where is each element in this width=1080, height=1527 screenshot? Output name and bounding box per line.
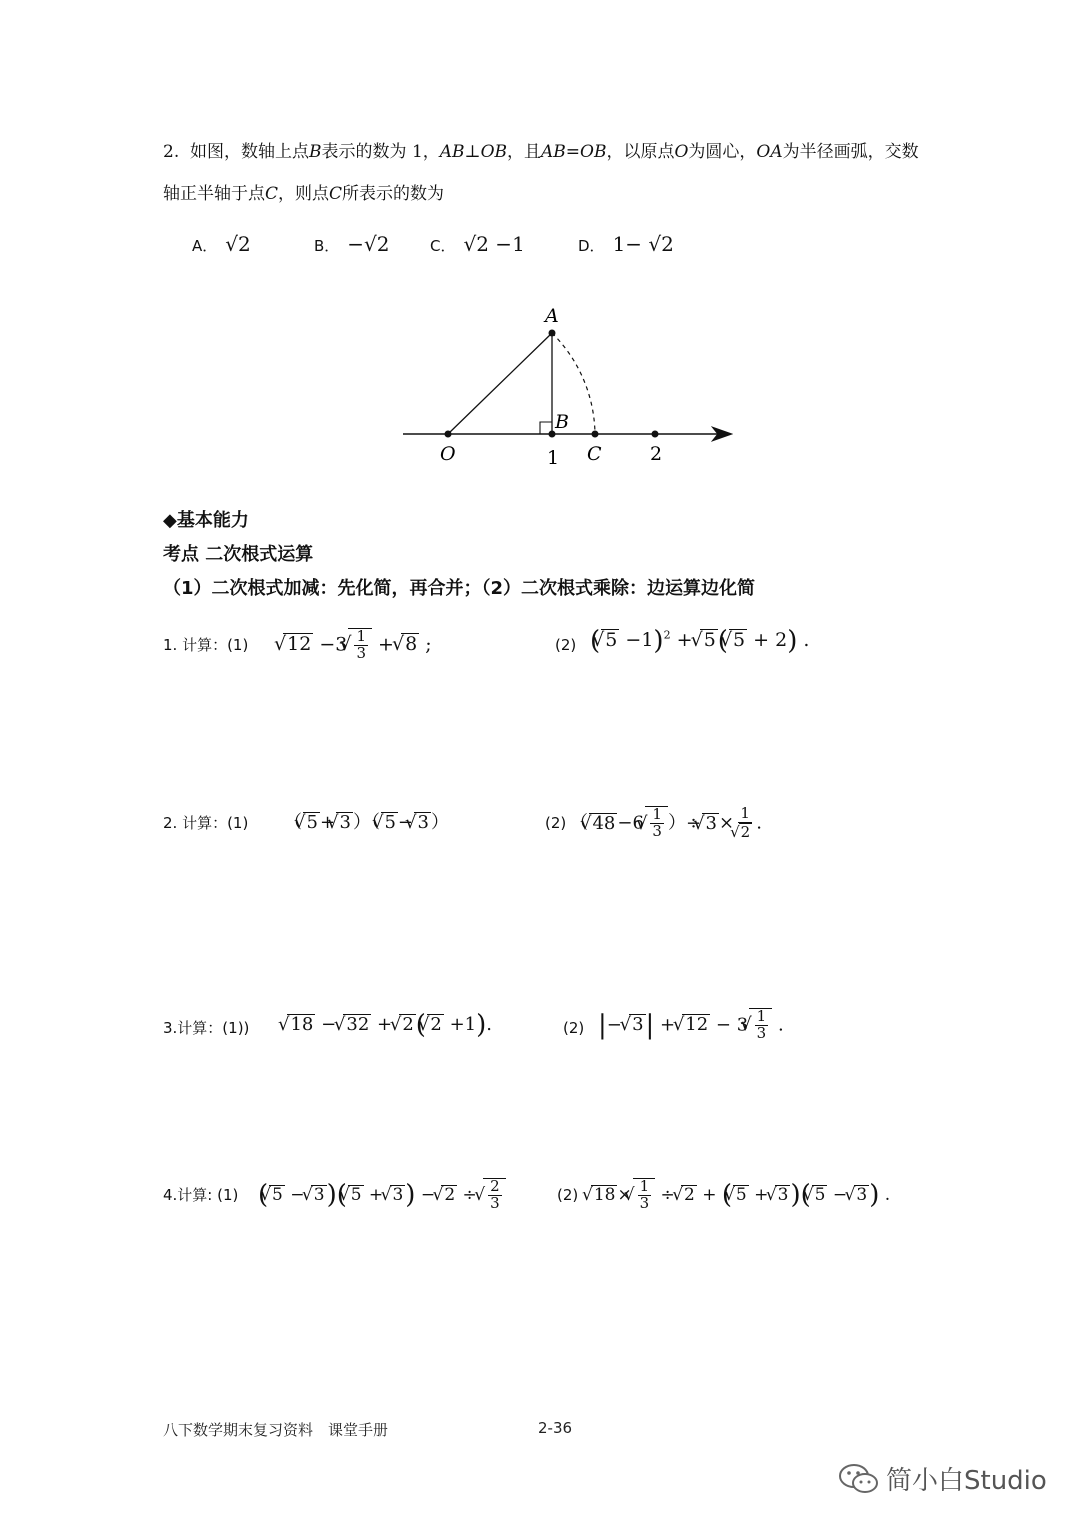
- question-2-line-1: 2. 如图，数轴上点B表示的数为 1，AB⊥OB，且AB=OB，以原点O为圆心，OA为半径画弧，交数: [163, 142, 919, 162]
- watermark: [838, 1460, 1047, 1497]
- label-1: 1: [547, 447, 560, 469]
- section-heading: ◆基本能力: [163, 510, 249, 531]
- problem-1-expr-2: (√ 5 −1)$^2$ + √ 5(√ 5 + 2) .: [590, 628, 809, 654]
- question-2-line-2: 轴正半轴于点C，则点C所表示的数为: [163, 184, 445, 204]
- problem-1-expr-1: √ 12 −3 √ $\frac{1}{3}$ + √ 8 ;: [282, 628, 432, 662]
- label-a: A: [545, 305, 559, 327]
- point-o: [445, 431, 452, 438]
- choice-a: A． √2: [192, 232, 251, 256]
- label-2: 2: [650, 443, 663, 465]
- problem-2-expr-1: （√ 5 +√ 3 ）（√ 5 −√ 3 ）: [284, 808, 449, 834]
- problem-2-expr-2: （√ 48 −6 √ $\frac{1}{3}$ ）÷√ 3 × 1 √ 2 .: [570, 806, 762, 841]
- number-line-figure: [395, 300, 745, 475]
- problem-3-part2-label: (2): [563, 1019, 585, 1037]
- problem-4-lead: 4.计算: (1): [163, 1186, 239, 1204]
- problem-2-lead: 2. 计算：(1): [163, 814, 249, 832]
- label-b: B: [555, 411, 569, 433]
- problem-3-expr-2: |− √ 3| + √ 12 − 3 √ $\frac{1}{3}$ .: [598, 1008, 784, 1042]
- footer-page-number: 2-36: [538, 1419, 573, 1437]
- problem-1-lead: 1. 计算：(1): [163, 636, 249, 654]
- choice-c: C． √2 −1: [430, 232, 525, 256]
- problem-4-part2-label: (2): [557, 1186, 579, 1204]
- footer-title: 八下数学期末复习资料 课堂手册: [163, 1421, 389, 1439]
- segment-oa: [448, 333, 552, 434]
- point-c: [592, 431, 599, 438]
- watermark-text: 简小白Studio: [886, 1466, 1047, 1496]
- wechat-icon: [838, 1462, 880, 1496]
- point-2: [652, 431, 659, 438]
- choice-d: D． 1− √2: [578, 232, 674, 256]
- problem-1-part2-label: (2): [555, 636, 577, 654]
- problem-3-lead: 3.计算：(1)): [163, 1019, 250, 1037]
- problem-4-expr-1: (√ 5 − √ 3)(√ 5 + √ 3) − √ 2 ÷ √ $\frac{2}{3}$: [258, 1178, 506, 1212]
- topic-heading: 考点 二次根式运算: [163, 544, 314, 565]
- problem-4-expr-2: √ 18 × √ $\frac{1}{3}$ ÷ √ 2 + (√ 5 + √ 3)(√ 5 − √ 3) .: [590, 1178, 890, 1212]
- choice-b: B． −√2: [314, 232, 390, 256]
- point-a: [549, 330, 556, 337]
- rule-text: （1）二次根式加减：先化简，再合并；（2）二次根式乘除：边运算边化简: [163, 578, 756, 599]
- problem-3-expr-1: √ 18 − √ 32 + √ 2(√ 2 +1).: [286, 1012, 492, 1038]
- problem-2-part2-label: (2): [545, 814, 567, 832]
- label-c: C: [587, 443, 602, 465]
- label-o: O: [440, 443, 456, 465]
